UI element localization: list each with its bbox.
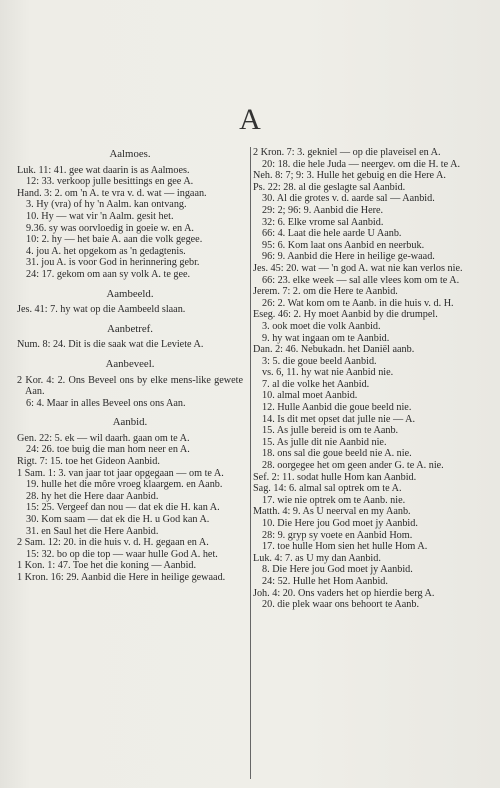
index-entry: 4. jou A. het opgekom as 'n gedagtenis.	[26, 245, 186, 257]
index-entry: Jes. 41: 7. hy wat op die Aambeeld slaan.	[17, 304, 186, 316]
index-entry: Ps. 22: 28. al die geslagte sal Aanbid.	[253, 181, 406, 193]
index-entry: 28: 9. gryp sy voete en Aanbid Hom.	[262, 529, 413, 541]
index-entry: 95: 6. Kom laat ons Aanbid en neerbuk.	[262, 239, 425, 251]
index-entry: 20. die plek waar ons behoort te Aanb.	[262, 599, 420, 611]
index-entry: 29: 2; 96: 9. Aanbid die Here.	[262, 204, 384, 216]
index-entry: 32: 6. Elke vrome sal Aanbid.	[262, 216, 384, 228]
index-entry: 15: 25. Vergeef dan nou — dat ek die H. kan A.	[26, 502, 220, 514]
index-entry: Matth. 4: 9. As U neerval en my Aanb.	[253, 506, 411, 518]
index-entry: 9.36. sy was oorvloedig in goeie w. en A.	[26, 222, 194, 234]
index-entry: Jes. 45: 20. wat — 'n god A. wat nie kan verlos nie.	[253, 262, 463, 274]
index-entry: 18. ons sal die goue beeld nie A. nie.	[262, 448, 412, 460]
index-entry: 2 Kor. 4: 2. Ons Beveel ons by elke mens-like gewete Aan.	[17, 374, 243, 398]
index-entry: Sef. 2: 11. sodat hulle Hom kan Aanbid.	[253, 471, 417, 483]
index-heading: Aalmoes.	[109, 148, 151, 160]
index-entry: 26: 2. Wat kom om te Aanb. in die huis v. d. H.	[262, 297, 454, 309]
index-entry: 14. Is dit met opset dat julle nie — A.	[262, 413, 416, 425]
index-entry: 2 Kron. 7: 3. gekniel — op die plaveisel en A.	[253, 147, 441, 158]
index-entry: 15: 32. bo op die top — waar hulle God A. het.	[26, 548, 218, 560]
index-entry: 3. Hy (vra) of hy 'n Aalm. kan ontvang.	[26, 199, 187, 211]
index-entry: 15. As julle dit nie Aanbid nie.	[262, 436, 387, 448]
index-entry: Hand. 3: 2. om 'n A. te vra v. d. wat — ingaan.	[17, 187, 207, 199]
index-entry: Eseg. 46: 2. Hy moet Aanbid by die drumpel.	[253, 309, 438, 321]
index-entry: 12. Hulle Aanbid die goue beeld nie.	[262, 402, 412, 414]
index-entry: 10: 2. hy — het baie A. aan die volk gegee.	[26, 234, 203, 246]
index-entry: Joh. 4: 20. Ons vaders het op hierdie berg A.	[253, 587, 435, 599]
index-entry: 20: 18. die hele Juda — neergev. om die H. te A.	[262, 158, 461, 170]
index-entry: 19. hulle het die môre vroeg klaargem. en Aanb.	[26, 479, 223, 491]
index-entry: 3: 5. die goue beeld Aanbid.	[262, 355, 377, 367]
index-entry: 15. As julle bereid is om te Aanb.	[262, 425, 399, 437]
right-column	[250, 147, 485, 779]
index-entry: 30. Kom saam — dat ek die H. u God kan A.	[26, 514, 210, 526]
index-entry: 12: 33. verkoop julle besittings en gee A.	[26, 176, 194, 188]
index-entry: Neh. 8: 7; 9: 3. Hulle het gebuig en die Here A.	[253, 170, 446, 182]
index-entry: vs. 6, 11. hy wat nie Aanbid nie.	[262, 367, 394, 379]
index-entry: 24: 26. toe buig die man hom neer en A.	[26, 444, 190, 456]
index-entry: 2 Sam. 12: 20. in die huis v. d. H. gegaan en A.	[17, 537, 209, 549]
index-entry: 17. toe hulle Hom sien het hulle Hom A.	[262, 541, 428, 553]
index-entry: 10. Die Here jou God moet jy Aanbid.	[262, 518, 418, 529]
index-entry: 10. almal moet Aanbid.	[262, 390, 358, 402]
index-entry: 24: 17. gekom om aan sy volk A. te gee.	[26, 268, 191, 280]
index-entry: Rigt. 7: 15. toe het Gideon Aanbid.	[17, 456, 160, 468]
index-entry: 1 Kron. 16: 29. Aanbid die Here in heilige gewaad.	[17, 572, 226, 583]
index-entry: 66: 4. Laat die hele aarde U Aanb.	[262, 228, 402, 240]
index-entry: 9. hy wat ingaan om te Aanbid.	[262, 332, 390, 344]
index-entry: 1 Sam. 1: 3. van jaar tot jaar opgegaan — om te A.	[17, 467, 224, 479]
index-entry: 8. Die Here jou God moet jy Aanbid.	[262, 564, 413, 576]
index-entry: 31. en Saul het die Here Aanbid.	[26, 525, 159, 537]
index-heading: Aanbetref.	[107, 322, 153, 335]
index-entry: 30. Al die grotes v. d. aarde sal — Aanbid.	[262, 193, 435, 205]
index-entry: 28. oorgegee het om geen ander G. te A. nie.	[262, 460, 444, 472]
index-entry: 3. ook moet die volk Aanbid.	[262, 320, 381, 332]
index-entry: Sag. 14: 6. almal sal optrek om te A.	[253, 483, 402, 495]
index-entry: 1 Kon. 1: 47. Toe het die koning — Aanbid.	[17, 560, 197, 572]
index-entry: 28. hy het die Here daar Aanbid.	[26, 490, 159, 502]
index-entry: 7. al die volke het Aanbid.	[262, 378, 370, 390]
index-heading: Aambeeld.	[106, 287, 154, 300]
index-entry: 66: 23. elke week — sal alle vlees kom om te A.	[262, 274, 460, 286]
index-entry: 96: 9. Aanbid die Here in heilige ge-waad.	[262, 251, 435, 263]
index-entry: Dan. 2: 46. Nebukadn. het Daniël aanb.	[253, 344, 415, 356]
index-heading: Aanbid.	[112, 416, 148, 429]
index-entry: Num. 8: 24. Dit is die saak wat die Leviete A.	[17, 339, 204, 351]
index-entry: 6: 4. Maar in alles Beveel ons ons Aan.	[26, 397, 186, 409]
index-entry: Luk. 4: 7. as U my dan Aanbid.	[253, 552, 381, 564]
left-column	[17, 147, 243, 780]
index-entry: Luk. 11: 41. gee wat daarin is as Aalmoes.	[17, 164, 190, 176]
index-entry: 17. wie nie optrek om te Aanb. nie.	[262, 494, 406, 506]
index-entry: Gen. 22: 5. ek — wil daarh. gaan om te A.	[17, 432, 190, 444]
index-entry: Jerem. 7: 2. om die Here te Aanbid.	[253, 286, 398, 298]
index-entry: 10. Hy — wat vir 'n Aalm. gesit het.	[26, 210, 174, 222]
index-heading: Aanbeveel.	[105, 357, 155, 370]
index-entry: 31. jou A. is voor God in herinnering gebr.	[26, 257, 200, 269]
section-letter: A	[239, 103, 261, 136]
index-entry: 24: 52. Hulle het Hom Aanbid.	[262, 575, 388, 587]
